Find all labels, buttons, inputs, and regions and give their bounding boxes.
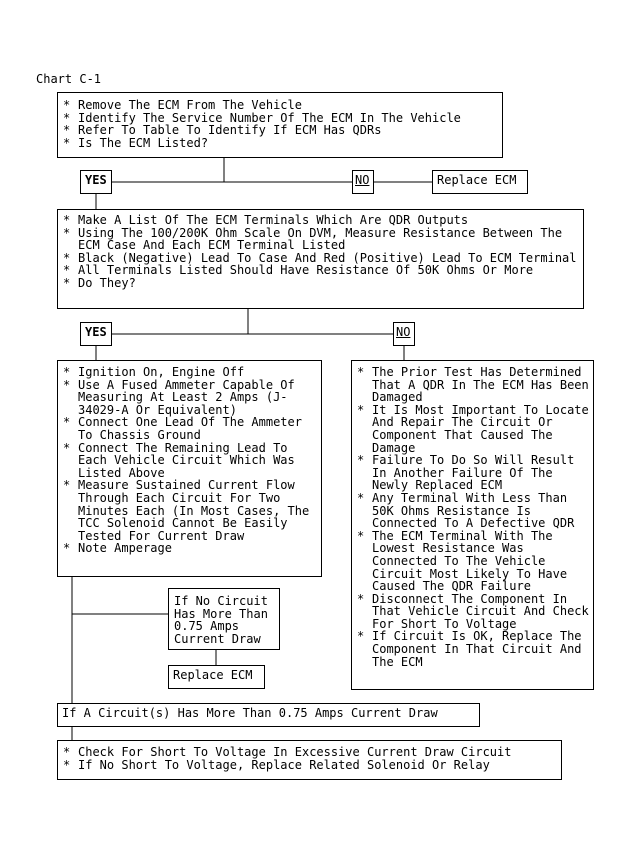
check-short-to-voltage-box xyxy=(57,740,562,780)
list-item: * Make A List Of The ECM Terminals Which Are QDR Outputs xyxy=(63,214,579,227)
step-measure-resistance-list xyxy=(63,214,579,290)
no-label-2: NO xyxy=(393,322,415,346)
list-item: * Is The ECM Listed? xyxy=(63,137,498,150)
yes-label-1: YES xyxy=(80,170,112,194)
qdr-damaged-info-list xyxy=(357,366,589,668)
list-item: * Ignition On, Engine Off xyxy=(63,366,317,379)
list-item: * Use A Fused Ammeter Capable Of Measuring At Least 2 Amps (J-34029-A Or Equivalent) xyxy=(63,379,317,417)
list-item: * It Is Most Important To Locate And Repair The Circuit Or Component That Caused The Damage xyxy=(357,404,589,454)
check-short-to-voltage-list xyxy=(63,746,557,771)
list-item: * All Terminals Listed Should Have Resistance Of 50K Ohms Or More xyxy=(63,264,579,277)
qdr-damaged-info-box xyxy=(351,360,594,690)
chart-title: Chart C-1 xyxy=(36,72,102,86)
step-identify-ecm-box xyxy=(57,92,503,158)
list-item: * Note Amperage xyxy=(63,542,317,555)
list-item: * The Prior Test Has Determined That A QDR In The ECM Has Been Damaged xyxy=(357,366,589,404)
step-measure-resistance-box xyxy=(57,209,584,309)
list-item: * Any Terminal With Less Than 50K Ohms Resistance Is Connected To A Defective QDR xyxy=(357,492,589,530)
list-item: * Failure To Do So Will Result In Another Failure Of The Newly Replaced ECM xyxy=(357,454,589,492)
list-item: * Measure Sustained Current Flow Through Each Circuit For Two Minutes Each (In Most Cases, The TCC Solenoid Cannot Be Easily Tested For Current Draw xyxy=(63,479,317,542)
list-item: * The ECM Terminal With The Lowest Resistance Was Connected To The Vehicle Circuit Most Likely To Have Caused The QDR Failure xyxy=(357,530,589,593)
step-measure-current-list xyxy=(63,366,317,555)
step-measure-current-box xyxy=(57,360,322,577)
list-item: * Connect One Lead Of The Ammeter To Chassis Ground xyxy=(63,416,317,441)
list-item: * Identify The Service Number Of The ECM In The Vehicle xyxy=(63,112,498,125)
list-item: * Remove The ECM From The Vehicle xyxy=(63,99,498,112)
list-item: * Connect The Remaining Lead To Each Vehicle Circuit Which Was Listed Above xyxy=(63,442,317,480)
replace-ecm-box-2: Replace ECM xyxy=(168,665,265,689)
list-item: * If Circuit Is OK, Replace The Component In That Circuit And The ECM xyxy=(357,630,589,668)
no-label-1: NO xyxy=(352,170,374,194)
list-item: * If No Short To Voltage, Replace Related Solenoid Or Relay xyxy=(63,759,557,772)
list-item: * Black (Negative) Lead To Case And Red (Positive) Lead To ECM Terminal xyxy=(63,252,579,265)
list-item: * Refer To Table To Identify If ECM Has QDRs xyxy=(63,124,498,137)
list-item: * Do They? xyxy=(63,277,579,290)
list-item: * Using The 100/200K Ohm Scale On DVM, Measure Resistance Between The ECM Case And Each ECM Terminal Listed xyxy=(63,227,579,252)
yes-label-2: YES xyxy=(80,322,112,346)
circuit-over-limit-box: If A Circuit(s) Has More Than 0.75 Amps Current Draw xyxy=(57,703,480,727)
list-item: * Check For Short To Voltage In Excessive Current Draw Circuit xyxy=(63,746,557,759)
step-identify-ecm-list xyxy=(63,99,498,149)
replace-ecm-box-1: Replace ECM xyxy=(432,170,528,194)
no-circuit-over-limit-box: If No Circuit Has More Than 0.75 Amps Current Draw xyxy=(168,588,280,650)
list-item: * Disconnect The Component In That Vehicle Circuit And Check For Short To Voltage xyxy=(357,593,589,631)
